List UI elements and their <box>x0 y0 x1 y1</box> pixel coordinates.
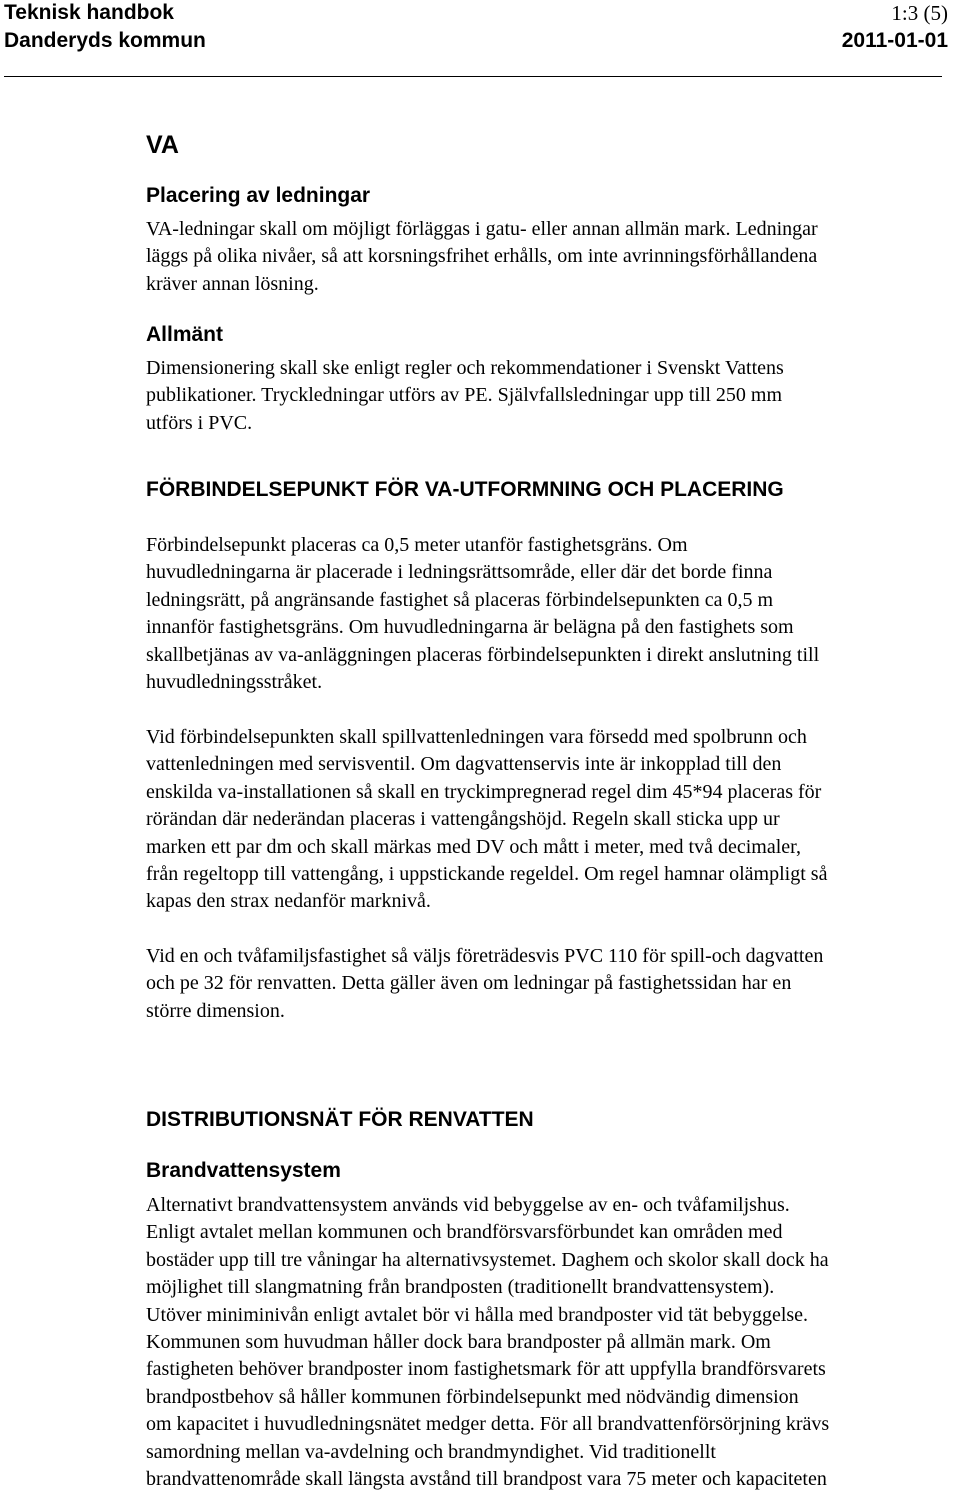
text-line: om kapacitet i huvudledningsnätet medger detta. För all brandvattenförsörjning krävs <box>146 1413 830 1436</box>
handbook-title: Teknisk handbok <box>4 1 174 24</box>
text-line: möjlighet till slangmatning från brandposten (traditionellt brandvattensystem). <box>146 1276 775 1299</box>
paragraph-allmant <box>146 355 960 437</box>
paragraph-forbindelse-2 <box>146 724 960 916</box>
text-line: enskilda va-installationen så skall en tryckimpregnerad regel dim 45*94 placeras för <box>146 780 822 803</box>
text-line: Utöver miniminivån enligt avtalet bör vi hålla med brandposter vid tät bebyggelse. <box>146 1303 809 1326</box>
page-number: 1:3 (5) <box>891 1 948 25</box>
paragraph-forbindelse-1 <box>146 532 960 696</box>
text-line: fastigheten behöver brandposter inom fastighetsmark för att uppfylla brandförsvarets <box>146 1358 826 1381</box>
text-line: brandvattenområde skall längsta avstånd till brandpost vara 75 meter och kapaciteten <box>146 1468 827 1491</box>
text-line: större dimension. <box>146 999 285 1022</box>
text-line: samordning mellan va-avdelning och brandmyndighet. Vid traditionellt <box>146 1440 716 1463</box>
text-line: ledningsrätt, på angränsande fastighet så placeras förbindelsepunkten ca 0,5 m <box>146 588 774 611</box>
text-line: kapas den strax nedanför marknivå. <box>146 890 431 913</box>
header-divider <box>4 76 942 77</box>
text-line: Kommunen som huvudman håller dock bara brandposter på allmän mark. Om <box>146 1331 771 1354</box>
text-line: Vid en och tvåfamiljsfastighet så väljs företrädesvis PVC 110 för spill-och dagvatten <box>146 945 824 967</box>
text-line: utförs i PVC. <box>146 411 253 434</box>
text-line: och pe 32 för renvatten. Detta gäller även om ledningar på fastighetssidan har en <box>146 972 792 995</box>
section-title-va: VA <box>146 131 179 159</box>
text-line: från regeltopp till vattengång, i uppstickande regeldel. Om regel hamnar olämpligt så <box>146 863 828 886</box>
text-line: bostäder upp till tre våningar ha alternativsystemet. Daghem och skolor skall dock ha <box>146 1248 829 1271</box>
text-line: Dimensionering skall ske enligt regler och rekommendationer i Svenskt Vattens <box>146 357 784 379</box>
heading-brandvattensystem: Brandvattensystem <box>146 1159 341 1182</box>
text-line: skallbetjänas av va-anläggningen placeras förbindelsepunkten i direkt anslutning till <box>146 643 820 666</box>
text-line: läggs på olika nivåer, så att korsningsfrihet erhålls, om inte avrinningsförhållandena <box>146 245 818 268</box>
text-line: vattenledningen med servisventil. Om dagvattenservis inte är inkopplad till den <box>146 753 782 776</box>
heading-allmant: Allmänt <box>146 323 224 346</box>
text-line: rörändan där nederändan placeras i vattengångshöjd. Regeln skall sticka upp ur <box>146 808 780 831</box>
paragraph-brandvatten <box>146 1192 960 1493</box>
text-line: Enligt avtalet mellan kommunen och brandförsvarsförbundet kan områden med <box>146 1221 783 1244</box>
text-line: innanför fastighetsgräns. Om huvudledningarna är belägna på den fastighets som <box>146 616 794 639</box>
text-line: Vid förbindelsepunkten skall spillvattenledningen vara försedd med spolbrunn och <box>146 726 807 748</box>
text-line: Förbindelsepunkt placeras ca 0,5 meter utanför fastighetsgräns. Om <box>146 534 688 556</box>
text-line: publikationer. Tryckledningar utförs av PE. Självfallsledningar upp till 250 mm <box>146 384 783 407</box>
text-line: huvudledningsstråket. <box>146 671 323 694</box>
document-date: 2011-01-01 <box>841 29 948 52</box>
organization-name: Danderyds kommun <box>4 29 206 52</box>
header-row-2 <box>4 28 948 54</box>
text-line: brandpostbehov så håller kommunen förbindelsepunkt med nödvändig dimension <box>146 1385 799 1408</box>
heading-distributionsnat: DISTRIBUTIONSNÄT FÖR RENVATTEN <box>146 1108 534 1131</box>
paragraph-placering <box>146 216 960 298</box>
header-row-1 <box>4 0 948 26</box>
heading-forbindelsepunkt: FÖRBINDELSEPUNKT FÖR VA-UTFORMNING OCH PLACERING <box>146 478 784 501</box>
paragraph-forbindelse-3 <box>146 943 960 1025</box>
text-line: VA-ledningar skall om möjligt förläggas i gatu- eller annan allmän mark. Ledningar <box>146 218 818 240</box>
heading-placering: Placering av ledningar <box>146 184 371 207</box>
text-line: kräver annan lösning. <box>146 272 319 295</box>
text-line: marken ett par dm och skall märkas med DV och mått i meter, med två decimaler, <box>146 835 802 858</box>
text-line: huvudledningarna är placerade i ledningsrättsområde, eller där det borde finna <box>146 561 773 584</box>
text-line: Alternativt brandvattensystem används vid bebyggelse av en- och tvåfamiljshus. <box>146 1194 790 1216</box>
